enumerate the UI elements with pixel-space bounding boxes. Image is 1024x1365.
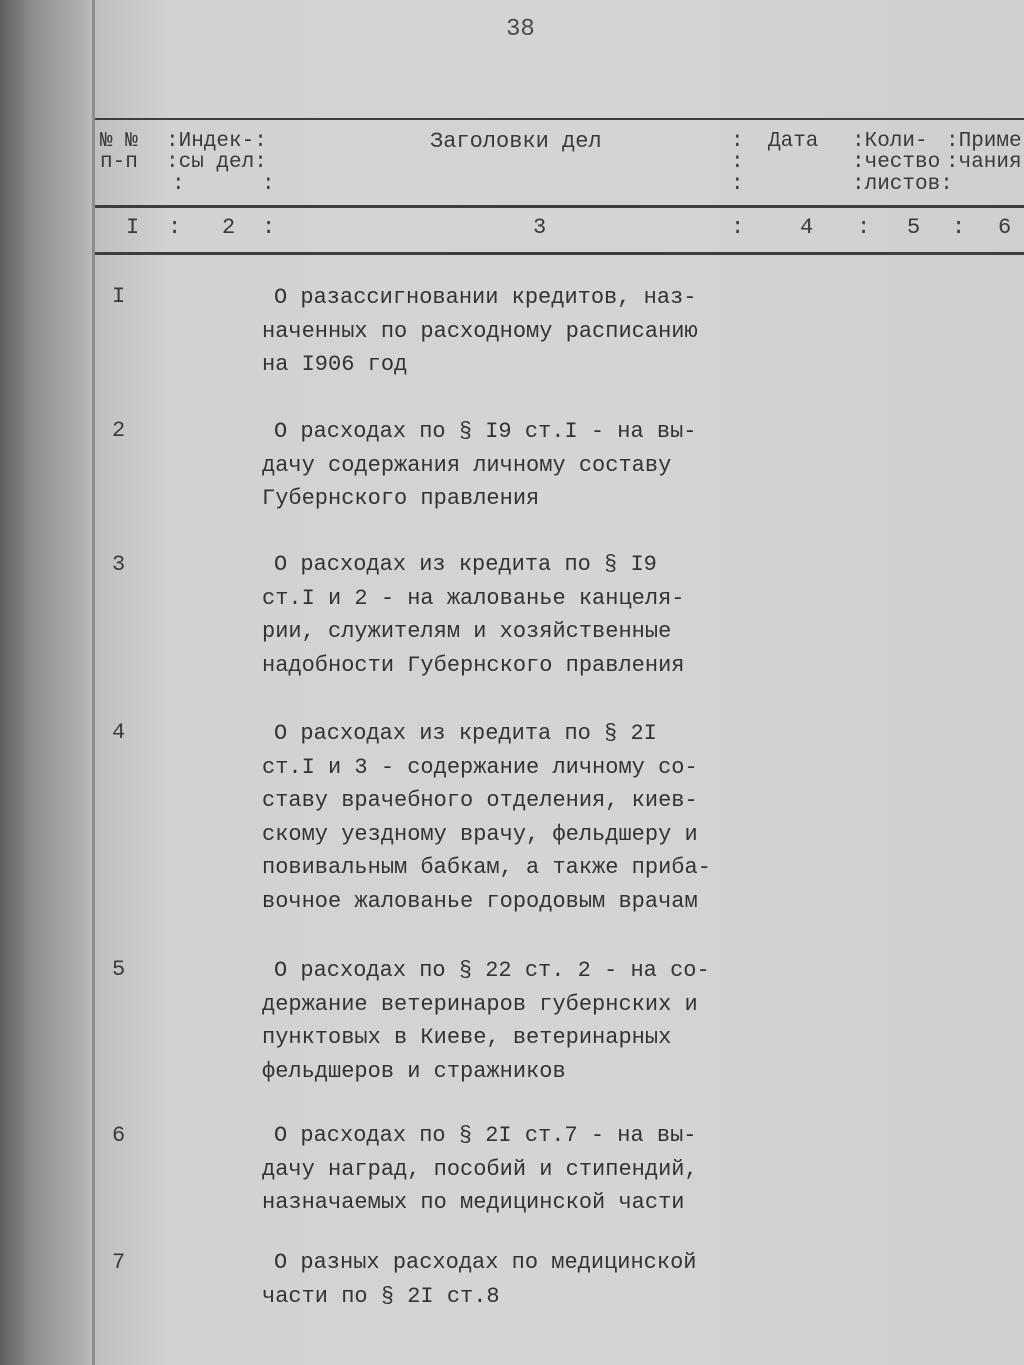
header-rule-middle: [95, 205, 1024, 208]
case-title: О расходах по § I9 ст.I - на вы- дачу содержания личному составу Губернского правления: [262, 419, 697, 511]
header-rule-top: [95, 118, 1024, 120]
document-page: 38 № № п-п :Индек-: :сы дел: : : Заголовки дел : : : Дата :Коли- :чество :листов: :Приме :чания I : 2 : 3 : 4 : 5 : 6 I О разассигновании кредитов, наз- наченных по расходному расписанию на I906 год 2 О расходах по § I9 ст.I - на вы- дачу содержания личному составу Губернского правления 3 О расходах из кредита по § I9 ст.I и 2 - на жалованье канцеля- рии, служителям и хозяйственные надобности Губернского правления 4 О расходах из кредита по § 2I ст.I и 3 - содержание личному со- ставу врачебного отделения, киев- скому уездному врачу, фельдшеру и повивальным бабкам, а также прибa- вочное жалованье городовым врачам 5 О расходах по § 22 ст. 2 - на со- держание ветеринаров губернских и пунктовых в Киеве, ветеринарных фельдшеров и стражников 6 О расходах по § 2I ст.7 - на вы- дачу наград, пособий и стипендий, назначаемых по медицинской части 7 О разных расходах по медицинской части по § 2I ст.8: [0, 0, 1024, 1365]
page-number: 38: [506, 16, 535, 43]
binding-gutter: [0, 0, 95, 1365]
row-number: 2: [112, 418, 126, 443]
case-title: О расходах по § 2I ст.7 - на вы- дачу наград, пособий и стипендий, назначаемых по медицинской части: [262, 1123, 698, 1215]
case-title: О расходах из кредита по § 2I ст.I и 3 - содержание личному со- ставу врачебного отделения, киев- скому уездному врачу, фельдшеру и повивальным бабкам, а также прибa- вочное жалованье городовым врачам: [262, 721, 711, 914]
row-number: 7: [112, 1250, 126, 1275]
row-number: 4: [112, 720, 126, 745]
case-title: О расходах по § 22 ст. 2 - на со- держание ветеринаров губернских и пунктовых в Киеве, ветеринарных фельдшеров и стражников: [262, 958, 710, 1084]
case-title: О расходах из кредита по § I9 ст.I и 2 - на жалованье канцеля- рии, служителям и хозяйственные надобности Губернского правления: [262, 552, 685, 678]
row-number: I: [112, 284, 126, 309]
header-col-titles: Заголовки дел: [430, 129, 602, 154]
row-number: 6: [112, 1123, 126, 1148]
case-title: О разассигновании кредитов, наз- наченных по расходному расписанию на I906 год: [262, 285, 698, 377]
row-number: 3: [112, 552, 126, 577]
header-col-date: Дата: [768, 130, 819, 153]
header-rule-bottom: [95, 252, 1024, 255]
row-number: 5: [112, 957, 126, 982]
case-title: О разных расходах по медицинской части по § 2I ст.8: [262, 1250, 697, 1309]
